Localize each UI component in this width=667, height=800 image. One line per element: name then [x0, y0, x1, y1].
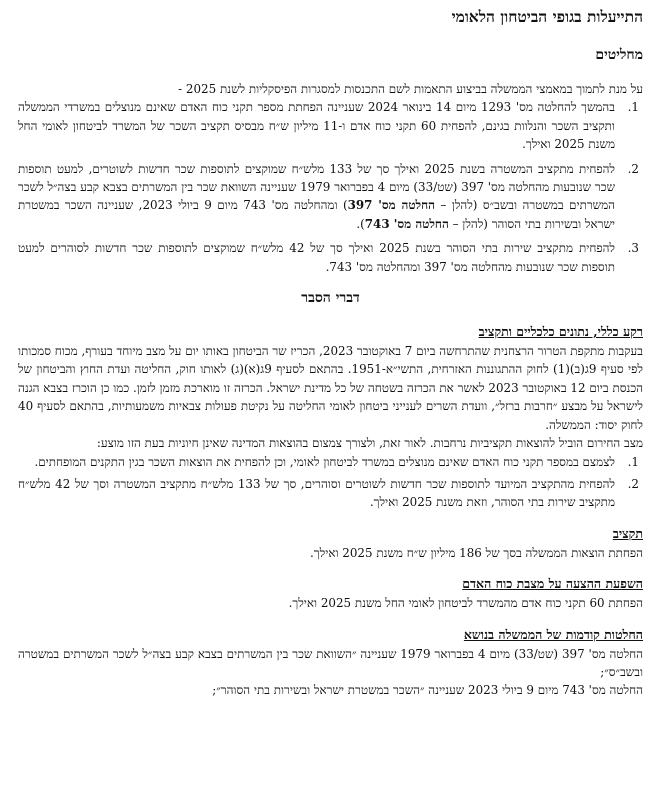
- defined-term: החלטה מס' 397: [347, 198, 435, 213]
- decisions-intro: על מנת לתמוך במאמצי הממשלה בביצוע התאמות לשם התכנסות למסגרות הפיסקליות לשנת 2025 -: [178, 82, 643, 96]
- item-text: בהמשך להחלטה מס' 1293 מיום 14 בינואר 2024 שעניינה הפחתת מספר תקני כוח האדם שאינם מנוצלים במשרדי הממשלה ותקציב השכר והנלוות בגינם, להפחית 60 תקני כוח אדם ו-11 מיליון ש״ח מבסיס תקציב השכר של המשרד לביטחון לאומי החל משנת 2025 ואילך.: [18, 100, 615, 152]
- manpower-section: [18, 574, 643, 612]
- item-text: להפחית מהתקציב המיועד לתוספות שכר חדשות לשוטרים וסוהרים, סך של 133 מלש״ח מתקציב המשטרה וסך של 42 מלש״ח מתקציב שירות בתי הסוהר, וזאת משנת 2025 ואילך.: [18, 476, 615, 510]
- item-number: 2.: [627, 476, 639, 491]
- item-text: לצמצם במספר תקני כוח האדם שאינם מנוצלים במשרד לביטחון לאומי, וכן להפחית את הוצאות השכר בגין התקנים המופחתים.: [34, 454, 615, 469]
- background-paragraph: מצב החירום הוביל להוצאות תקציביות נרחבות. לאור זאת, ולצורך צמצום בהוצאות המדינה שאינן חיוניות בעת הזו מוצע:: [96, 436, 643, 451]
- item-number: 1.: [627, 100, 639, 115]
- budget-section: [18, 524, 643, 562]
- explanation-heading: דברי הסבר: [301, 290, 360, 307]
- decision-item: [18, 160, 643, 234]
- decision-item: [18, 239, 643, 276]
- previous-decisions-heading: החלטות קודמות של הממשלה בנושא: [463, 626, 643, 642]
- item-number: 1.: [627, 454, 639, 469]
- decision-item: [18, 98, 643, 153]
- item-number: 2.: [627, 161, 639, 176]
- item-number: 3.: [627, 241, 639, 256]
- background-paragraph: בעקבות מתקפת הטרור הרצחנית שהתרחשה ביום 7 באוקטובר 2023, הכריז שר הביטחון באותו יום על מצב מיוחד בעורף, מכוח סמכותו לפי סעיף 9ג(ב)(1) לחוק ההתגוננות האזרחית, התשי״א-1951. בהתאם לסעיף 9ג(א)(ג) לאותו חוק, החליטה ועדת החוץ והביטחון של הכנסת ביום 12 באוקטובר 2023 לאשר את הכרזה בשטחה של כל מדינת ישראל. הכרזה זו מוארכת מזמן לזמן. כמו כן הוכרז בצבא הגנה לישראל על מבצע ״חרבות ברזל״, וועדת השרים לענייני ביטחון לאומי החליטה על נקיטת פעולות צבאיות משמעותיות, בהתאם לסעיף 40 לחוק יסוד: הממשלה.: [18, 344, 644, 432]
- previous-decisions-section: [18, 625, 643, 700]
- proposal-item: [18, 475, 643, 512]
- item-text-part: להפחית מתקציב המשטרה בשנת 2025 ואילך סך של 133 מלש״ח שמוקצים לתוספות שכר חדשות לשוטרים, למעט תוספות שכר שנובעות מהחלטה מס' 397 (שט/33) מיום 4 בפברואר 1979 שעניינה השוואת שכר בין המשרתים בצבא קבע בצה״ל לשכר המשרתים במשטרה ובשב״ס (להלן –: [18, 161, 615, 213]
- document-title: התייעלות בגופי הביטחון הלאומי: [451, 7, 643, 26]
- proposal-item: [18, 453, 643, 471]
- item-text-part: ).: [356, 216, 365, 231]
- item-text: להפחית מתקציב שירות בתי הסוהר בשנת 2025 ואילך סך של 42 מלש״ח שמוקצים לתוספות שכר חדשות לסוהרים למעט תוספות שכר שנובעות מהחלטה מס' 397 ומהחלטה מס' 743.: [18, 241, 615, 274]
- item-text-part: ) ומהחלטה מס' 743 מיום 9 ביולי 2023, שעניינה השכר במשטרת ישראל ובשירות בתי הסוהר (להלן –: [18, 198, 615, 231]
- proposal-list: [18, 453, 643, 512]
- defined-term: החלטה מס' 743: [364, 216, 449, 231]
- manpower-text: הפחתת 60 תקני כוח אדם מהמשרד לביטחון לאומי החל משנת 2025 ואילך.: [288, 596, 643, 611]
- decisions-list: [18, 98, 643, 276]
- previous-decision-line: החלטה מס' 397 (שט/33) מיום 4 בפברואר 1979 שעניינה ״השוואת שכר בין המשרתים בצבא קבע בצה״ל לשכר המשרתים במשטרה ובשב״ס״;: [18, 646, 644, 679]
- background-heading: רקע כללי, נתונים כלכליים ותקציב: [478, 324, 643, 340]
- budget-text: הפחתת הוצאות הממשלה בסך של 186 מיליון ש״ח משנת 2025 ואילך.: [310, 545, 643, 560]
- budget-heading: תקציב: [612, 525, 643, 541]
- decisions-heading: מחליטים: [595, 47, 643, 63]
- item-text: [18, 162, 615, 231]
- manpower-heading: השפעת ההצעה על מצבת כוח האדם: [462, 576, 643, 592]
- previous-decision-line: החלטה מס' 743 מיום 9 ביולי 2023 שעניינה ״השכר במשטרת ישראל ובשירות בתי הסוהר״;: [212, 683, 643, 698]
